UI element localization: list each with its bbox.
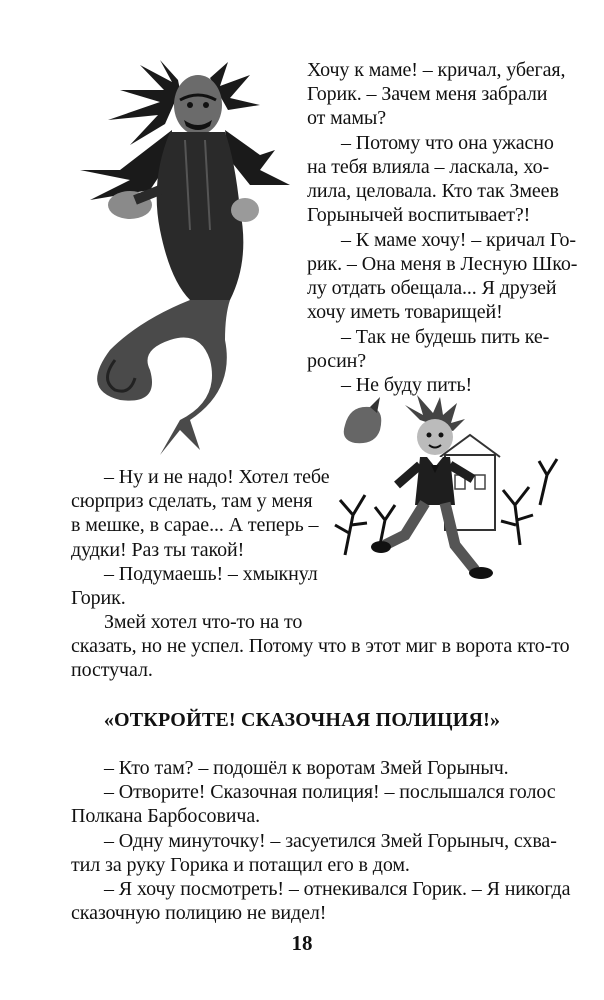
- text-line: – Не буду пить!: [341, 374, 473, 396]
- text-line: сказочную полицию не видел!: [71, 902, 327, 924]
- text-line: Полкана Барбосовича.: [71, 805, 261, 827]
- text-line: сказать, но не успел. Потому что в этот миг в ворота кто-то: [71, 635, 570, 657]
- text-line: – Я хочу посмотреть! – отнекивался Горик. – Я никогда: [104, 878, 571, 900]
- text-line: сюрприз сделать, там у меня: [71, 490, 313, 512]
- text-line: Горик.: [71, 587, 126, 609]
- chapter-heading: «ОТКРОЙТЕ! СКАЗОЧНАЯ ПОЛИЦИЯ!»: [103, 709, 501, 731]
- text-line: – Кто там? – подошёл к воротам Змей Горыныч.: [104, 757, 509, 779]
- running-boy-illustration: [325, 395, 565, 595]
- serpent-illustration: [60, 60, 300, 460]
- text-line: в мешке, в сарае... А теперь –: [71, 514, 319, 536]
- text-line: Горик. – Зачем меня забрали: [307, 83, 548, 105]
- text-line: дудки! Раз ты такой!: [71, 539, 245, 561]
- text-line: тил за руку Горика и потащил его в дом.: [71, 854, 410, 876]
- text-line: хочу иметь товарищей!: [307, 301, 503, 323]
- text-line: – К маме хочу! – кричал Го-: [341, 229, 576, 251]
- text-line: Змей хотел что-то на то: [104, 611, 303, 633]
- text-line: на тебя влияла – ласкала, хо-: [307, 156, 550, 178]
- text-line: Горынычей воспитывает?!: [307, 204, 531, 226]
- text-line: – Отворите! Сказочная полиция! – послышался голос: [104, 781, 556, 803]
- text-line: от мамы?: [307, 107, 387, 129]
- text-line: – Потому что она ужасно: [341, 132, 554, 154]
- text-line: Хочу к маме! – кричал, убегая,: [307, 59, 566, 81]
- text-line: лу отдать обещала... Я друзей: [307, 277, 557, 299]
- text-line: – Одну минуточку! – засуетился Змей Горыныч, схва-: [104, 830, 557, 852]
- text-line: рик. – Она меня в Лесную Шко-: [307, 253, 578, 275]
- text-line: – Ну и не надо! Хотел тебе: [104, 466, 330, 488]
- text-line: – Подумаешь! – хмыкнул: [104, 563, 318, 585]
- page-number: 18: [291, 931, 313, 955]
- text-line: постучал.: [71, 659, 153, 681]
- text-line: лила, целовала. Кто так Змеев: [307, 180, 559, 202]
- text-line: росин?: [307, 350, 367, 372]
- text-line: – Так не будешь пить ке-: [341, 326, 550, 348]
